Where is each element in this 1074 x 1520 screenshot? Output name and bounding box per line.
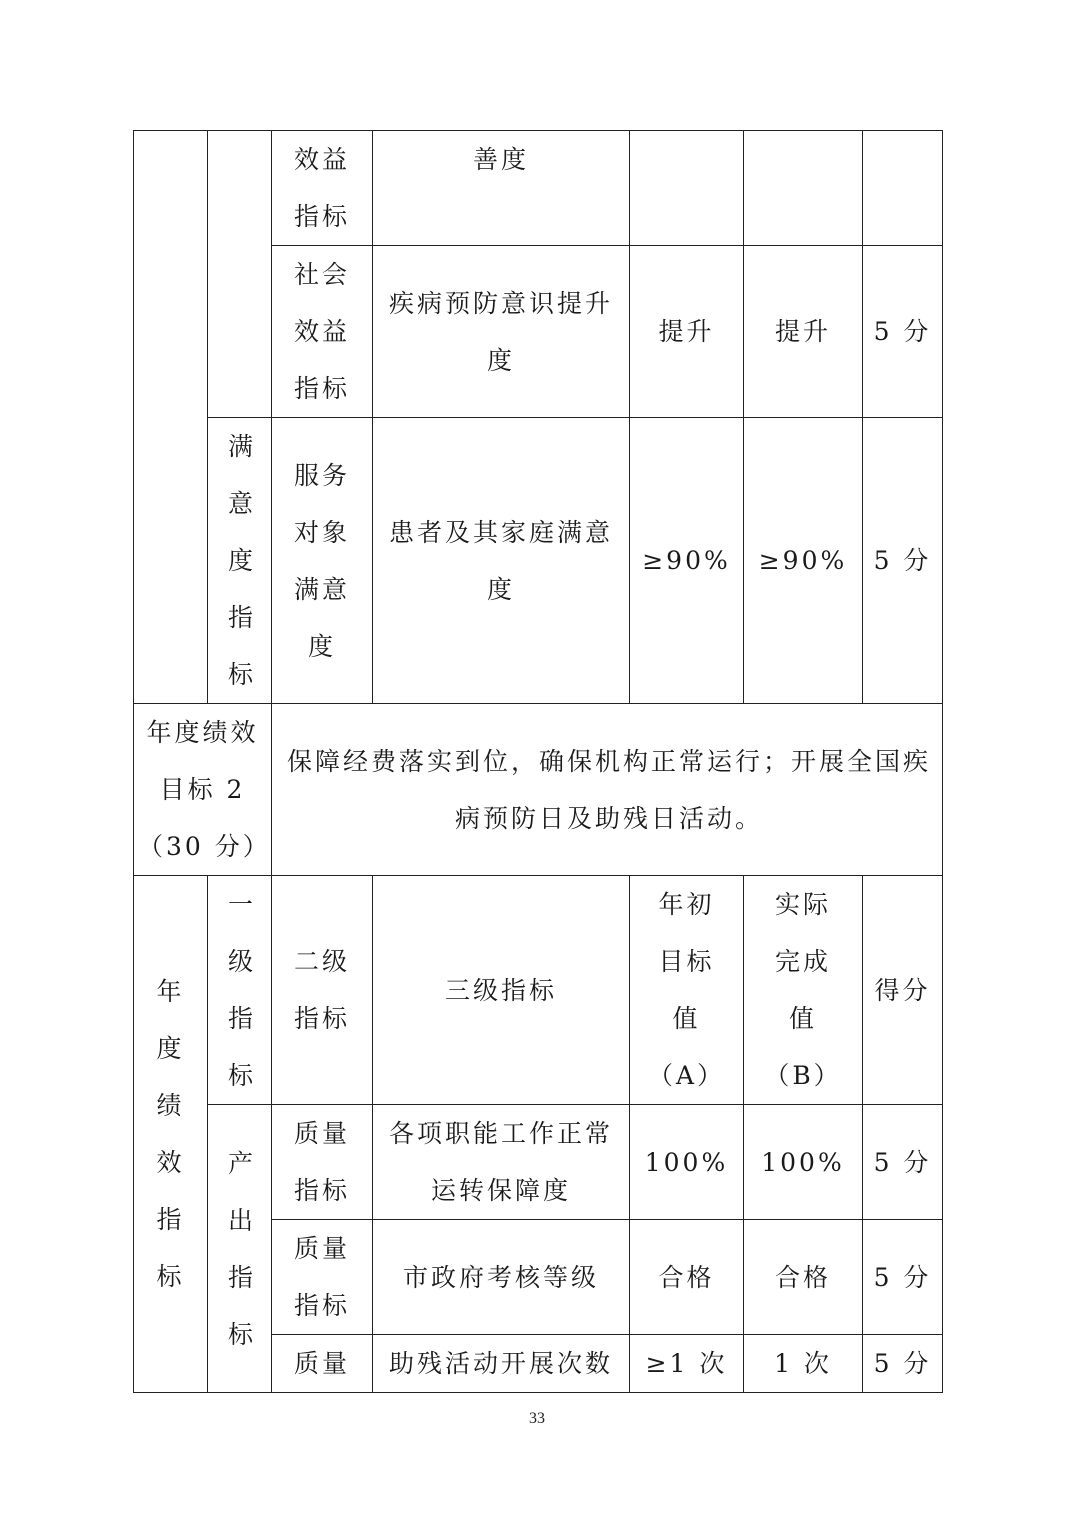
goal-text-cell: 保障经费落实到位，确保机构正常运行；开展全国疾病预防日及助残日活动。 [272, 704, 943, 876]
actual-cell: 1 次 [744, 1335, 863, 1393]
header-score-cell: 得分 [863, 876, 943, 1105]
score-cell: 5 分 [863, 418, 943, 704]
level2-cell: 质量指标 [272, 1105, 373, 1220]
level2-cell: 质量 [272, 1335, 373, 1393]
header-level1-cell: 一级指标 [208, 876, 272, 1105]
level3-cell: 善度 [373, 131, 630, 246]
goal-label-cell: 年度绩效目标 2（30 分） [134, 704, 272, 876]
level3-cell: 疾病预防意识提升度 [373, 246, 630, 418]
header-category-cell: 年度绩效指标 [134, 876, 208, 1393]
target-cell: ≥90% [630, 418, 744, 704]
level3-cell: 各项职能工作正常运转保障度 [373, 1105, 630, 1220]
level2-cell: 质量指标 [272, 1220, 373, 1335]
target-cell: ≥1 次 [630, 1335, 744, 1393]
header-level2-cell: 二级指标 [272, 876, 373, 1105]
actual-cell: 100% [744, 1105, 863, 1220]
performance-indicator-table [133, 130, 943, 1393]
actual-cell: 提升 [744, 246, 863, 418]
level3-cell: 患者及其家庭满意度 [373, 418, 630, 704]
score-cell: 5 分 [863, 1220, 943, 1335]
header-actual-cell: 实际完成值（B） [744, 876, 863, 1105]
score-cell: 5 分 [863, 1335, 943, 1393]
level3-cell: 助残活动开展次数 [373, 1335, 630, 1393]
output-level1-cell: 产出指标 [208, 1105, 272, 1393]
actual-cell: ≥90% [744, 418, 863, 704]
target-cell: 合格 [630, 1220, 744, 1335]
actual-cell [744, 131, 863, 246]
target-cell [630, 131, 744, 246]
table-row [134, 418, 943, 704]
table-row [134, 1105, 943, 1220]
level2-cell: 效益指标 [272, 131, 373, 246]
goal-row [134, 704, 943, 876]
header-level3-cell: 三级指标 [373, 876, 630, 1105]
table-row [134, 131, 943, 246]
category-cell-empty [134, 131, 208, 704]
header-row [134, 876, 943, 1105]
level1-cell-empty [208, 131, 272, 418]
level2-cell: 服务对象满意度 [272, 418, 373, 704]
actual-cell: 合格 [744, 1220, 863, 1335]
header-target-cell: 年初目标值（A） [630, 876, 744, 1105]
level2-cell: 社会效益指标 [272, 246, 373, 418]
target-cell: 提升 [630, 246, 744, 418]
score-cell: 5 分 [863, 1105, 943, 1220]
target-cell: 100% [630, 1105, 744, 1220]
level1-cell: 满意度指标 [208, 418, 272, 704]
page-number: 33 [529, 1410, 545, 1427]
score-cell [863, 131, 943, 246]
level3-cell: 市政府考核等级 [373, 1220, 630, 1335]
score-cell: 5 分 [863, 246, 943, 418]
